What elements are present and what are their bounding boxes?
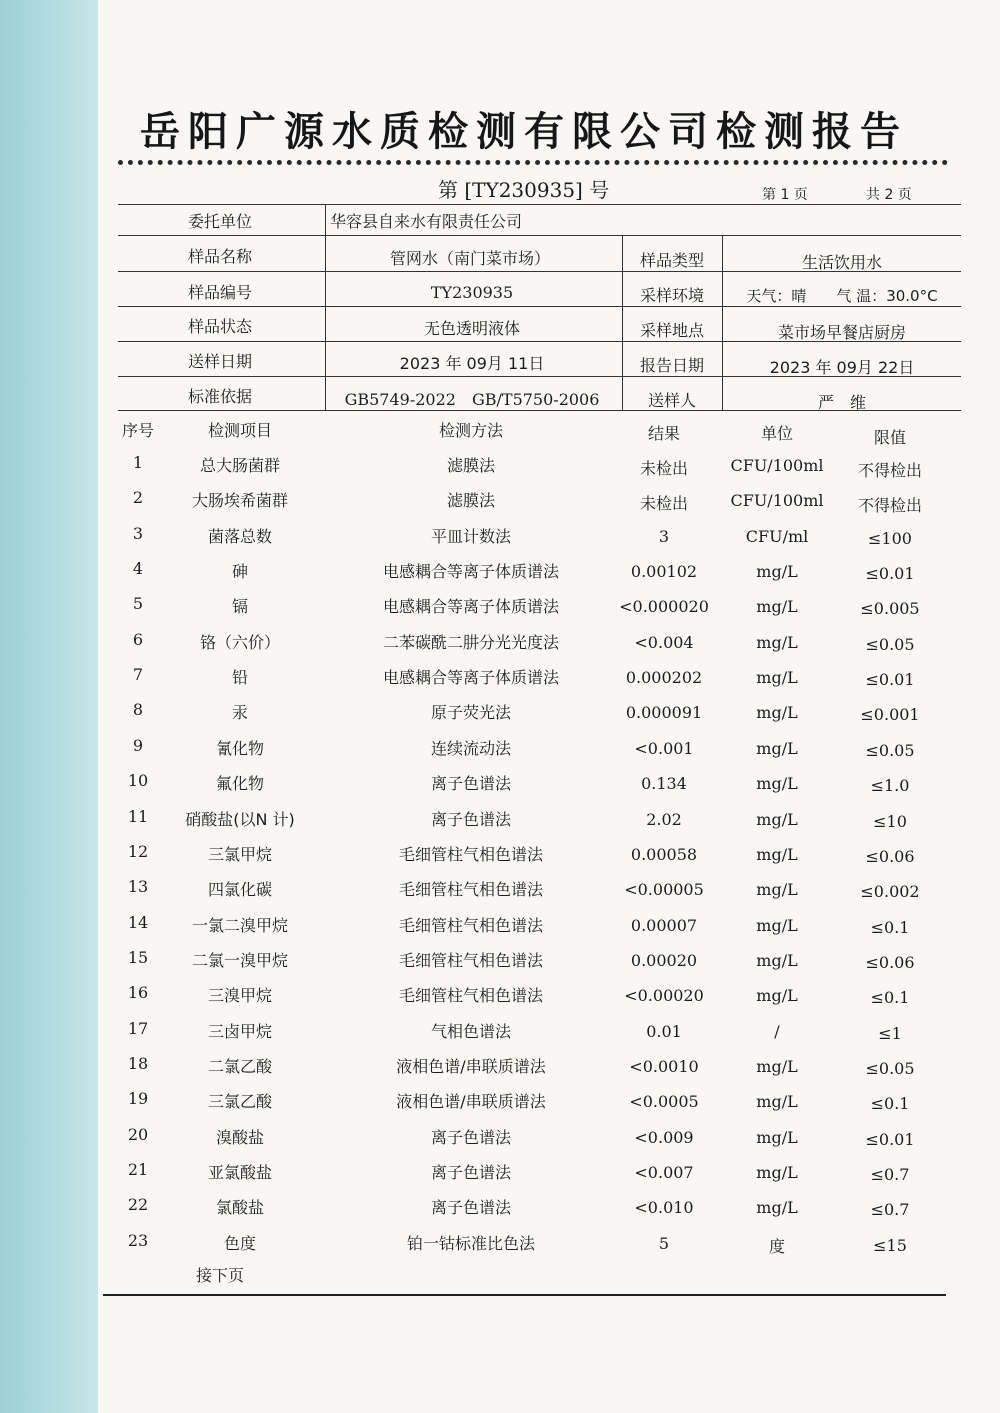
client-value: 华容县自来水有限责任公司 [330,212,523,231]
table-cell-result: 未检出 [639,494,689,514]
table-cell-item: 菌落总数 [207,526,273,546]
table-cell-limit: ≤0.01 [865,1129,915,1149]
table-cell-result: <0.010 [634,1198,694,1218]
table-cell-method: 毛细管柱气相色谱法 [398,915,544,935]
table-cell-item: 汞 [231,703,249,723]
table-cell-no: 10 [127,771,149,791]
table-cell-method: 平皿计数法 [430,526,512,546]
table-cell-no: 14 [127,912,149,932]
table-cell-result: <0.001 [634,738,694,758]
info-row-divider [118,306,961,307]
info-col-divider [722,235,723,410]
table-cell-result: <0.007 [634,1163,694,1182]
table-cell-result: 3 [658,526,670,546]
table-cell-item: 三氯甲烷 [207,844,273,864]
table-cell-no: 6 [132,629,144,649]
table-cell-no: 15 [127,947,149,967]
table-cell-method: 液相色谱/串联质谱法 [396,1092,546,1112]
table-cell-item: 亚氯酸盐 [207,1163,273,1182]
table-cell-result: <0.00005 [624,880,704,900]
table-cell-limit: ≤0.06 [865,952,915,972]
table-cell-no: 13 [127,877,149,897]
table-cell-method: 气相色谱法 [430,1021,512,1041]
table-cell-unit: 度 [768,1236,786,1256]
table-cell-no: 23 [127,1230,149,1250]
table-cell-limit: ≤1 [878,1023,902,1043]
report-title: 岳阳广源水质检测有限公司检测报告 [140,109,908,155]
sample-type-value: 生活饮用水 [801,253,883,272]
table-cell-no: 22 [127,1195,149,1215]
table-cell-method: 原子荧光法 [430,703,512,723]
sample-no-value: TY230935 [430,283,514,302]
table-cell-method: 离子色谱法 [430,1127,512,1147]
table-cell-method: 离子色谱法 [430,809,512,829]
table-cell-item: 总大肠菌群 [199,456,281,475]
table-cell-item: 三溴甲烷 [207,986,273,1006]
table-cell-limit: ≤0.01 [865,670,915,690]
table-cell-item: 色度 [223,1233,257,1253]
table-cell-limit: ≤0.06 [865,846,915,866]
table-cell-unit: mg/L [756,738,798,758]
standard-label: 标准依据 [187,387,253,406]
env-value: 天气：晴 气 温：30.0°C [746,287,938,305]
state-value: 无色透明液体 [423,319,521,338]
sender-value: 严 维 [817,393,867,412]
table-cell-no: 21 [127,1160,149,1179]
table-cell-item: 氯酸盐 [215,1198,265,1218]
info-border-top [118,204,961,205]
table-cell-no: 2 [132,488,144,508]
table-cell-unit: CFU/ml [745,526,809,546]
table-cell-result: 0.00020 [630,950,698,970]
table-cell-method: 离子色谱法 [430,1198,512,1218]
table-cell-unit: mg/L [756,703,798,723]
table-cell-item: 溴酸盐 [215,1127,265,1147]
table-cell-method: 离子色谱法 [430,1163,512,1182]
table-cell-method: 毛细管柱气相色谱法 [398,986,544,1006]
table-cell-unit: mg/L [756,1056,798,1076]
table-cell-limit: ≤100 [868,528,912,548]
table-cell-limit: ≤0.1 [870,917,910,937]
table-cell-limit: ≤0.005 [860,599,920,619]
table-cell-item: 三卤甲烷 [207,1021,273,1041]
table-cell-item: 铬（六价） [199,632,281,652]
table-cell-limit: ≤0.001 [860,705,920,725]
table-cell-method: 连续流动法 [430,738,512,758]
table-cell-no: 5 [132,594,144,614]
table-cell-item: 四氯化碳 [207,880,273,900]
table-cell-limit: ≤0.7 [870,1200,910,1220]
table-cell-result: <0.0005 [629,1092,699,1112]
table-cell-unit: CFU/100ml [730,491,824,511]
table-cell-result: 0.00058 [630,844,698,864]
report-number-suffix: 号 [589,178,610,202]
table-cell-unit: mg/L [756,844,798,864]
table-cell-no: 3 [132,523,144,543]
table-cell-result: <0.004 [634,632,694,652]
table-cell-item: 硝酸盐(以N 计) [185,809,295,829]
info-row-divider [118,235,961,236]
table-cell-limit: ≤0.1 [870,988,910,1008]
client-label: 委托单位 [187,212,253,231]
table-cell-result: 0.134 [641,774,687,794]
table-cell-limit: ≤10 [873,811,907,831]
binding-edge [0,0,98,1413]
table-cell-method: 毛细管柱气相色谱法 [398,844,544,864]
table-cell-item: 大肠埃希菌群 [191,491,289,511]
table-cell-result: 0.00102 [630,562,698,582]
table-cell-method: 电感耦合等离子体质谱法 [382,597,560,617]
table-cell-unit: mg/L [756,950,798,970]
table-cell-unit: mg/L [756,632,798,652]
table-cell-limit: 不得检出 [857,496,923,516]
table-cell-no: 18 [127,1053,149,1073]
table-cell-method: 毛细管柱气相色谱法 [398,880,544,900]
table-cell-limit: ≤0.7 [870,1165,910,1184]
table-cell-unit: mg/L [756,597,798,617]
table-cell-no: 1 [132,453,144,472]
table-cell-item: 一氯二溴甲烷 [191,915,289,935]
send-date-label: 送样日期 [187,352,253,371]
page-number: 第 1 页 [762,187,808,203]
sample-name-label: 样品名称 [187,247,253,266]
table-cell-limit: ≤0.01 [865,564,915,584]
table-cell-limit: ≤15 [873,1235,907,1255]
table-cell-limit: ≤0.05 [865,740,915,760]
table-header-item: 检测项目 [207,421,273,440]
info-col-divider [325,204,326,410]
table-cell-limit: 不得检出 [857,461,923,480]
table-cell-limit: ≤0.05 [865,634,915,654]
title-dotted-rule [118,160,948,165]
table-cell-unit: mg/L [756,774,798,794]
table-cell-no: 12 [127,841,149,861]
table-header-limit: 限值 [873,428,907,447]
send-date-value: 2023 年 09月 11日 [399,354,545,373]
location-label: 采样地点 [639,321,705,340]
table-cell-limit: ≤0.1 [870,1094,910,1114]
table-cell-no: 7 [132,665,144,685]
env-label: 采样环境 [639,286,705,305]
table-cell-no: 19 [127,1089,149,1109]
table-header-unit: 单位 [760,424,794,443]
table-cell-item: 铅 [231,668,249,688]
table-cell-result: <0.009 [634,1127,694,1147]
table-cell-no: 20 [127,1124,149,1144]
table-cell-no: 4 [132,559,144,579]
table-cell-result: 2.02 [646,809,682,829]
table-cell-result: 0.000202 [625,668,703,688]
table-cell-unit: mg/L [756,1198,798,1218]
standard-value: GB5749-2022 GB/T5750-2006 [344,390,600,409]
table-cell-result: 5 [658,1233,670,1253]
table-cell-result: <0.00020 [624,986,704,1006]
table-cell-item: 二氯一溴甲烷 [191,950,289,970]
table-cell-method: 滤膜法 [446,456,496,475]
table-cell-unit: mg/L [756,809,798,829]
table-cell-unit: mg/L [756,1127,798,1147]
table-header-result: 结果 [647,424,681,443]
continued-note: 接下页 [196,1266,245,1285]
report-number-value: [TY230935] [464,178,583,202]
table-cell-method: 液相色谱/串联质谱法 [396,1056,546,1076]
state-label: 样品状态 [187,317,253,336]
table-cell-item: 氰化物 [215,738,265,758]
table-cell-method: 离子色谱法 [430,774,512,794]
table-cell-item: 氟化物 [215,774,265,794]
table-cell-unit: mg/L [756,668,798,688]
bottom-rule [103,1294,946,1296]
table-cell-no: 16 [127,983,149,1003]
table-cell-method: 毛细管柱气相色谱法 [398,950,544,970]
table-cell-limit: ≤0.002 [860,882,920,902]
report-date-label: 报告日期 [639,356,705,375]
table-cell-method: 二苯碳酰二肼分光光度法 [382,632,560,652]
table-cell-item: 镉 [231,597,249,617]
table-cell-result: <0.000020 [619,597,709,617]
total-pages: 共 2 页 [866,187,912,203]
report-date-value: 2023 年 09月 22日 [769,358,915,377]
table-cell-limit: ≤1.0 [870,776,910,796]
table-cell-unit: mg/L [756,562,798,582]
table-cell-unit: mg/L [756,915,798,935]
table-cell-no: 17 [127,1018,149,1038]
table-cell-item: 三氯乙酸 [207,1092,273,1112]
sample-no-label: 样品编号 [187,283,253,302]
table-cell-result: 0.01 [646,1021,682,1041]
table-cell-method: 铂一钴标准比色法 [406,1233,536,1253]
report-number-prefix: 第 [438,178,458,202]
table-cell-unit: mg/L [756,1092,798,1112]
table-header-method: 检测方法 [438,421,504,440]
table-cell-unit: mg/L [756,1163,798,1182]
report-number [438,174,609,203]
sample-type-label: 样品类型 [639,251,705,270]
table-cell-unit: / [774,1021,780,1041]
table-cell-unit: mg/L [756,880,798,900]
table-cell-result: 0.000091 [625,703,703,723]
table-cell-result: 0.00007 [630,915,698,935]
table-cell-method: 电感耦合等离子体质谱法 [382,562,560,582]
table-cell-unit: mg/L [756,986,798,1006]
table-cell-result: <0.0010 [629,1056,699,1076]
sender-label: 送样人 [647,391,697,410]
sample-name-value: 管网水（南门菜市场） [389,249,551,268]
table-cell-unit: CFU/100ml [730,456,824,475]
table-cell-method: 电感耦合等离子体质谱法 [382,668,560,688]
table-cell-limit: ≤0.05 [865,1058,915,1078]
table-cell-result: 未检出 [639,459,689,478]
table-cell-no: 8 [132,700,144,720]
table-cell-no: 11 [127,806,149,826]
table-cell-item: 砷 [231,562,249,582]
table-header-no: 序号 [121,421,155,440]
location-value: 菜市场早餐店厨房 [777,323,907,342]
table-cell-method: 滤膜法 [446,491,496,511]
info-col-divider [622,235,623,410]
table-cell-item: 二氯乙酸 [207,1056,273,1076]
table-cell-no: 9 [132,735,144,755]
